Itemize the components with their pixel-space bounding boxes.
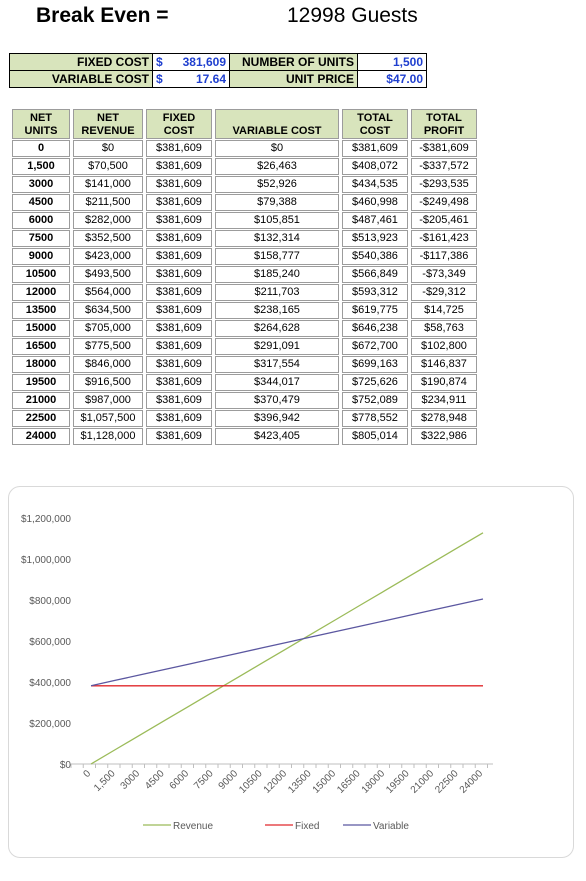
unit-price-value[interactable]: $47.00 [358, 71, 427, 88]
table-cell: $493,500 [73, 266, 143, 283]
table-cell: $381,609 [146, 302, 212, 319]
header-fixed-cost: FIXED COST [146, 109, 212, 139]
table-cell: $190,874 [411, 374, 477, 391]
table-cell: $381,609 [146, 356, 212, 373]
table-row [12, 392, 477, 409]
table-cell: $282,000 [73, 212, 143, 229]
variable-cost-value[interactable]: 17.64 [175, 71, 230, 88]
table-cell: $423,000 [73, 248, 143, 265]
table-cell: -$249,498 [411, 194, 477, 211]
table-cell: $672,700 [342, 338, 408, 355]
table-cell: $52,926 [215, 176, 339, 193]
table-cell: $291,091 [215, 338, 339, 355]
table-cell: $381,609 [146, 212, 212, 229]
table-cell: $408,072 [342, 158, 408, 175]
table-cell: $0 [215, 140, 339, 157]
table-row [12, 194, 477, 211]
table-row [12, 356, 477, 373]
units-value[interactable]: 1,500 [358, 54, 427, 71]
series-line-variable [91, 599, 483, 686]
table-cell: $132,314 [215, 230, 339, 247]
table-cell: 3000 [12, 176, 70, 193]
table-cell: $105,851 [215, 212, 339, 229]
table-cell: $916,500 [73, 374, 143, 391]
table-cell: $344,017 [215, 374, 339, 391]
table-cell: $987,000 [73, 392, 143, 409]
table-cell: $185,240 [215, 266, 339, 283]
table-cell: $566,849 [342, 266, 408, 283]
table-cell: -$337,572 [411, 158, 477, 175]
table-cell: $381,609 [146, 176, 212, 193]
table-cell: $513,923 [342, 230, 408, 247]
table-cell: $619,775 [342, 302, 408, 319]
table-cell: $211,500 [73, 194, 143, 211]
table-cell: 6000 [12, 212, 70, 229]
table-cell: 0 [12, 140, 70, 157]
table-row [12, 248, 477, 265]
table-cell: 22500 [12, 410, 70, 427]
table-row [12, 320, 477, 337]
table-cell: $752,089 [342, 392, 408, 409]
table-cell: $396,942 [215, 410, 339, 427]
y-tick-label: $800,000 [29, 596, 71, 607]
header-net-revenue: NET REVENUE [73, 109, 143, 139]
table-cell: 24000 [12, 428, 70, 445]
table-row [12, 302, 477, 319]
table-cell: $26,463 [215, 158, 339, 175]
table-cell: $381,609 [146, 158, 212, 175]
table-cell: $211,703 [215, 284, 339, 301]
parameters-table [9, 53, 427, 88]
table-cell: 19500 [12, 374, 70, 391]
table-cell: $540,386 [342, 248, 408, 265]
y-tick-label: $0 [59, 760, 71, 771]
x-tick-label: 4500 [143, 768, 167, 792]
table-cell: $381,609 [146, 428, 212, 445]
table-cell: 10500 [12, 266, 70, 283]
table-cell: -$205,461 [411, 212, 477, 229]
header-variable-cost: VARIABLE COST [215, 109, 339, 139]
table-cell: $322,986 [411, 428, 477, 445]
table-cell: $141,000 [73, 176, 143, 193]
legend-label-revenue: Revenue [173, 821, 214, 832]
table-cell: -$117,386 [411, 248, 477, 265]
table-cell: $238,165 [215, 302, 339, 319]
table-row [12, 266, 477, 283]
table-cell: $699,163 [342, 356, 408, 373]
table-cell: $805,014 [342, 428, 408, 445]
table-cell: $775,500 [73, 338, 143, 355]
table-cell: $381,609 [146, 248, 212, 265]
table-cell: $58,763 [411, 320, 477, 337]
table-cell: $1,128,000 [73, 428, 143, 445]
table-cell: $846,000 [73, 356, 143, 373]
x-tick-label: 12000 [261, 768, 290, 796]
table-cell: $352,500 [73, 230, 143, 247]
table-row [12, 230, 477, 247]
table-cell: -$29,312 [411, 284, 477, 301]
table-cell: $264,628 [215, 320, 339, 337]
table-cell: $317,554 [215, 356, 339, 373]
table-cell: 18000 [12, 356, 70, 373]
table-cell: $725,626 [342, 374, 408, 391]
table-cell: 12000 [12, 284, 70, 301]
table-row [12, 374, 477, 391]
variable-cost-label: VARIABLE COST [10, 71, 153, 88]
table-cell: $278,948 [411, 410, 477, 427]
table-row [12, 176, 477, 193]
x-tick-label: 22500 [433, 768, 461, 796]
x-tick-label: 9000 [216, 768, 241, 792]
table-cell: $705,000 [73, 320, 143, 337]
break-even-chart [8, 486, 574, 858]
table-cell: $381,609 [146, 320, 212, 337]
table-cell: $646,238 [342, 320, 408, 337]
variable-cost-currency[interactable]: $ [153, 71, 176, 88]
table-row [12, 338, 477, 355]
table-cell: $381,609 [146, 194, 212, 211]
header-net-units: NET UNITS [12, 109, 70, 139]
table-cell: $381,609 [146, 284, 212, 301]
x-tick-label: 10500 [237, 768, 265, 796]
table-cell: $381,609 [342, 140, 408, 157]
units-label: NUMBER OF UNITS [230, 54, 358, 71]
table-cell: $381,609 [146, 392, 212, 409]
table-cell: -$73,349 [411, 266, 477, 283]
table-cell: $487,461 [342, 212, 408, 229]
table-cell: -$381,609 [411, 140, 477, 157]
series-line-revenue [91, 533, 483, 764]
y-tick-label: $1,200,000 [20, 514, 71, 525]
table-cell: $0 [73, 140, 143, 157]
x-tick-label: 1,500 [92, 768, 118, 794]
table-cell: $381,609 [146, 230, 212, 247]
table-row [12, 284, 477, 301]
legend-label-variable: Variable [373, 821, 409, 832]
table-row [12, 428, 477, 445]
table-cell: 7500 [12, 230, 70, 247]
x-tick-label: 16500 [335, 768, 363, 796]
table-cell: $434,535 [342, 176, 408, 193]
table-cell: $79,388 [215, 194, 339, 211]
break-even-label: Break Even = [36, 4, 169, 27]
x-tick-label: 13500 [286, 768, 314, 796]
table-cell: $460,998 [342, 194, 408, 211]
table-cell: $381,609 [146, 266, 212, 283]
y-tick-label: $200,000 [29, 719, 71, 730]
header-total-cost: TOTAL COST [342, 109, 408, 139]
fixed-cost-value[interactable]: 381,609 [175, 54, 230, 71]
x-tick-label: 24000 [457, 768, 486, 796]
x-tick-label: 0 [81, 768, 94, 781]
table-cell: $102,800 [411, 338, 477, 355]
chart-svg [9, 487, 573, 857]
x-tick-label: 19500 [384, 768, 412, 796]
table-cell: 15000 [12, 320, 70, 337]
table-cell: $381,609 [146, 140, 212, 157]
break-even-table [9, 108, 480, 446]
table-cell: 4500 [12, 194, 70, 211]
table-cell: $381,609 [146, 338, 212, 355]
fixed-cost-label: FIXED COST [10, 54, 153, 71]
table-row [12, 212, 477, 229]
y-tick-label: $600,000 [29, 637, 71, 648]
y-tick-label: $400,000 [29, 678, 71, 689]
table-row [12, 410, 477, 427]
table-cell: 9000 [12, 248, 70, 265]
table-cell: $593,312 [342, 284, 408, 301]
fixed-cost-currency[interactable]: $ [153, 54, 176, 71]
legend-label-fixed: Fixed [295, 821, 320, 832]
table-cell: 1,500 [12, 158, 70, 175]
table-cell: $158,777 [215, 248, 339, 265]
table-cell: -$161,423 [411, 230, 477, 247]
table-cell: $146,837 [411, 356, 477, 373]
x-tick-label: 18000 [359, 768, 388, 796]
unit-price-label: UNIT PRICE [230, 71, 358, 88]
table-cell: $778,552 [342, 410, 408, 427]
table-row [12, 140, 477, 157]
table-cell: $370,479 [215, 392, 339, 409]
table-cell: $14,725 [411, 302, 477, 319]
x-tick-label: 7500 [192, 768, 216, 792]
table-cell: $423,405 [215, 428, 339, 445]
x-tick-label: 6000 [167, 768, 192, 792]
table-cell: $564,000 [73, 284, 143, 301]
table-cell: $234,911 [411, 392, 477, 409]
x-tick-label: 15000 [310, 768, 339, 796]
table-cell: 13500 [12, 302, 70, 319]
table-row [12, 158, 477, 175]
x-tick-label: 3000 [118, 768, 143, 792]
table-cell: $1,057,500 [73, 410, 143, 427]
table-cell: $381,609 [146, 410, 212, 427]
break-even-value: 12998 Guests [287, 4, 418, 27]
table-cell: $70,500 [73, 158, 143, 175]
table-cell: -$293,535 [411, 176, 477, 193]
table-cell: $634,500 [73, 302, 143, 319]
table-cell: 16500 [12, 338, 70, 355]
table-header-row [12, 109, 477, 139]
y-tick-label: $1,000,000 [20, 555, 71, 566]
table-cell: $381,609 [146, 374, 212, 391]
x-tick-label: 21000 [408, 768, 437, 796]
header-total-profit: TOTAL PROFIT [411, 109, 477, 139]
table-cell: 21000 [12, 392, 70, 409]
